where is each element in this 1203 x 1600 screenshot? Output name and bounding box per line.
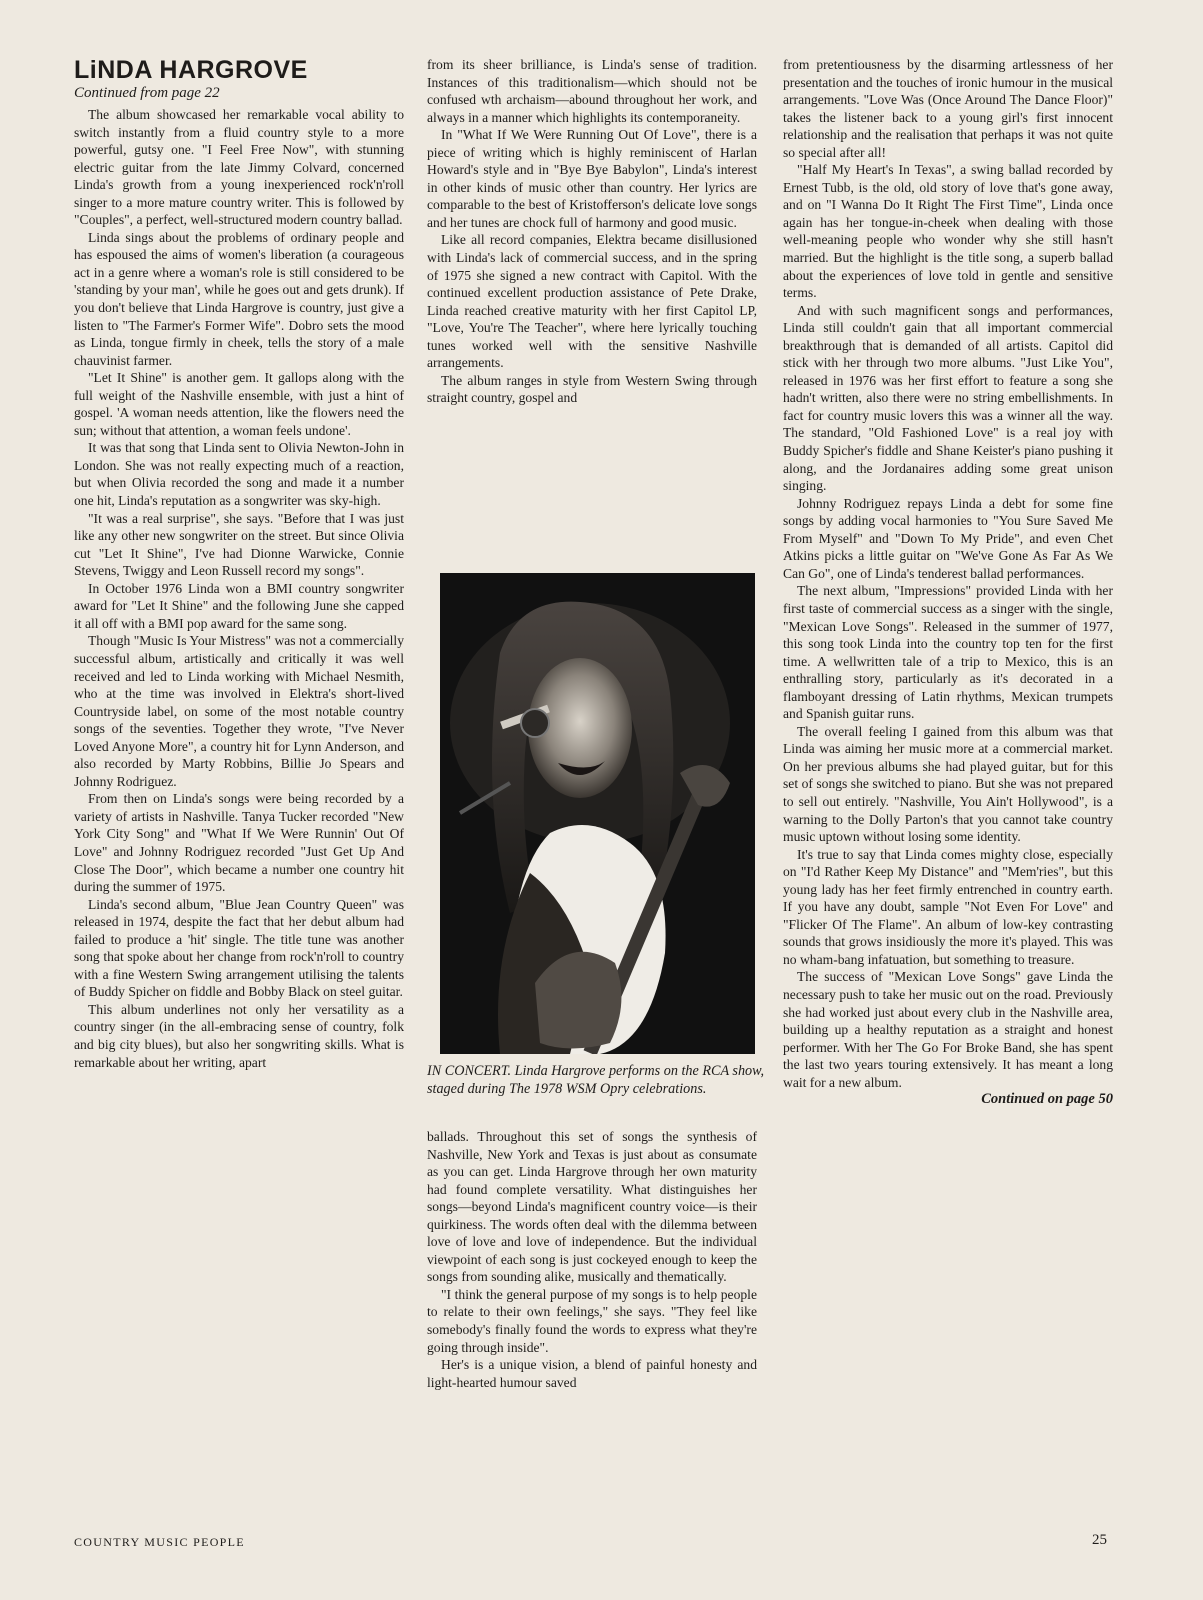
- paragraph: The album showcased her remarkable vocal ability to switch instantly from a fluid country style to a more powerful, gutsy one. "I Feel Free Now", with stunning electric guitar from the late Jimmy Colvard, concerned Linda's growth from a young inexperienced rock'n'roll singer to a more mature country writer. This is followed by "Couples", a perfect, well-structured modern country ballad.: [74, 107, 404, 228]
- photo-caption: IN CONCERT. Linda Hargrove performs on the RCA show, staged during The 1978 WSM Opry celebrations.: [427, 1063, 765, 1097]
- continued-from: Continued from page 22: [74, 85, 220, 101]
- paragraph: Johnny Rodriguez repays Linda a debt for some fine songs by adding vocal harmonies to "You Sure Saved Me From Myself" and "Down To My Pride", and even Chet Atkins picks a little guitar on "We've Gone As Far As We Can Go", one of Linda's tenderest ballad performances.: [783, 495, 1113, 581]
- paragraph: Like all record companies, Elektra became disillusioned with Linda's lack of commercial success, and in the spring of 1975 she signed a new contract with Capitol. With the continued excellent production assistance of Pete Drake, Linda reached creative maturity with her first Capitol LP, "Love, You're The Teacher", where here lyrically touching tunes worked well with the sensitive Nashville arrangements.: [427, 232, 757, 371]
- paragraph: from its sheer brilliance, is Linda's sense of tradition. Instances of this traditionalism—which should not be confused wth archaism—abound throughout her work, and always in a manner which highlights its contemporaneity.: [427, 57, 757, 125]
- paragraph: "I think the general purpose of my songs is to help people to relate to their own feelings," she says. "They feel like somebody's finally found the words to express what they're going through inside".: [427, 1286, 757, 1355]
- paragraph: In October 1976 Linda won a BMI country songwriter award for "Let It Shine" and the following June she capped it all off with a BMI pop award for the same song.: [74, 580, 404, 631]
- column-2-bottom: [427, 1128, 757, 1391]
- paragraph: The next album, "Impressions" provided Linda with her first taste of commercial success as a singer with the single, "Mexican Love Songs". Released in the summer of 1977, this song took Linda into the country top ten for the first time. A wellwritten tale of a trip to Mexico, this is an enthralling story, particularly as it's decorated in a flamboyant dressing of Latin rhythms, Mexican trumpets and Spanish guitar runs.: [783, 583, 1113, 722]
- concert-photo: [440, 573, 755, 1054]
- continued-on: Continued on page 50: [981, 1091, 1113, 1108]
- paragraph: "It was a real surprise", she says. "Before that I was just like any other new songwriter on the street. But since Olivia cut "Let It Shine", I've had Dionne Warwicke, Connie Stevens, Twiggy and Leon Russell record my songs".: [74, 510, 404, 579]
- paragraph: Linda's second album, "Blue Jean Country Queen" was released in 1974, despite the fact that her debut album had failed to produce a 'hit' single. The title tune was another song that spoke about her change from rock'n'roll to country with a fine Western Swing arrangement utilising the talents of Buddy Spicher on fiddle and Bobby Black on steel guitar.: [74, 896, 404, 1000]
- paragraph: It's true to say that Linda comes mighty close, especially on "I'd Rather Keep My Distance" and "Mem'ries", but this young lady has her feet firmly entrenched in country earth. If you have any doubt, sample "Not Even For Love" and "Flicker Of The Flame". An album of low-key contrasting sounds that grows insidiously the more it's played. This was no wham-bang infatuation, but something to treasure.: [783, 846, 1113, 967]
- paragraph: from pretentiousness by the disarming artlessness of her presentation and the touches of ironic humour in the musical arrangements. "Love Was (Once Around The Dance Floor)" takes the listener back to a young girl's first innocent relationship and the realisation that perhaps it was not quite so special after all!: [783, 57, 1113, 160]
- paragraph: ballads. Throughout this set of songs the synthesis of Nashville, New York and Texas is just about as consumate as you can get. Linda Hargrove through her own maturity had found complete versatility. What distinguishes her songs—beyond Linda's magnificent country voice—is their quirkiness. The words often deal with the dilemma between love of love and love of independence. But the individual viewpoint of each song is just cockeyed enough to keep the songs from sounding alike, musically and thematically.: [427, 1129, 757, 1285]
- paragraph: Though "Music Is Your Mistress" was not a commercially successful album, artistically and critically it was well received and led to Linda working with Michael Nesmith, who at the time was involved in Elektra's short-lived Countryside label, on some of the most notable country songs of the seventies. Together they wrote, "I've Never Loved Anyone More", a country hit for Lynn Anderson, and also recorded by Marty Robbins, Billie Jo Spears and Johnny Rodriguez.: [74, 633, 404, 789]
- paragraph: It was that song that Linda sent to Olivia Newton-John in London. She was not really expecting much of a reaction, but when Olivia recorded the song and made it a number one hit, Linda's reputation as a songwriter was sky-high.: [74, 440, 404, 509]
- paragraph: In "What If We Were Running Out Of Love", there is a piece of writing which is highly reminiscent of Harlan Howard's style and in "Bye Bye Babylon", Linda's interest in other kinds of music other than country. Her lyrics are comparable to the best of Kristofferson's delicate love songs and her tunes are chock full of harmony and good music.: [427, 127, 757, 230]
- column-2-top: [427, 56, 757, 407]
- paragraph: The overall feeling I gained from this album was that Linda was aiming her music more at a commercial market. On her previous albums she had played guitar, but for this set of songs she switched to piano. But she was not prepared to sell out entirely. "Nashville, You Ain't Hollywood", is a warning to the Dolly Parton's that you cannot take country music uptown without losing some identity.: [783, 723, 1113, 845]
- magazine-name-footer: COUNTRY MUSIC PEOPLE: [74, 1535, 245, 1549]
- paragraph: Linda sings about the problems of ordinary people and has espoused the aims of women's liberation (a courageous act in a genre where a woman's role is still considered to be 'standing by your man', while he goes out and gets drunk). If you don't believe that Linda Hargrove is country, just give a listen to "The Farmer's Former Wife". Dobro sets the mood as Linda, tongue firmly in cheek, tells the story of a male chauvinist farmer.: [74, 229, 404, 368]
- paragraph: From then on Linda's songs were being recorded by a variety of artists in Nashville. Tanya Tucker recorded "New York City Song" and "What If We Were Runnin' Out Of Love" and Johnny Rodriguez recorded "Just Get Up And Close The Door", which became a number one country hit during the summer of 1975.: [74, 791, 404, 895]
- singer-with-guitar-photo-icon: [440, 573, 755, 1054]
- paragraph: The album ranges in style from Western Swing through straight country, gospel and: [427, 372, 757, 406]
- paragraph: "Let It Shine" is another gem. It gallops along with the full weight of the Nashville ensemble, with just a hint of gospel. 'A woman needs attention, like the flowers need the sun; without that attention, a woman feels undone'.: [74, 370, 404, 438]
- paragraph: And with such magnificent songs and performances, Linda still couldn't gain that all important commercial breakthrough that is demanded of all artists. Capitol did stick with her through two more albums. "Just Like You", released in 1976 was her first effort to feature a song she hadn't written, also there were no string embellishments. In fact for country music lovers this was a winner all the way. The standard, "Old Fashioned Love" is a real joy with Buddy Spicher's fiddle and Shane Keister's piano pushing it along, and the Jordanaires adding some great unison singing.: [783, 302, 1113, 494]
- article-headline: LiNDA HARGROVE: [74, 56, 308, 84]
- page-number: 25: [1092, 1532, 1107, 1548]
- column-3: [783, 56, 1113, 1109]
- paragraph: "Half My Heart's In Texas", a swing ballad recorded by Ernest Tubb, is the old, old story of love that's gone away, and on "I Wanna Do It Right The First Time", Linda once again has her tongue-in-cheek when dealing with those well-meaning people who wonder why she still hasn't married. But the highlight is the title song, a superb ballad about the experiences of love told in gentle and sensitive terms.: [783, 162, 1113, 301]
- paragraph: This album underlines not only her versatility as a country singer (in the all-embracing sense of country, folk and big city blues), but also her songwriting skills. What is remarkable about her writing, apart: [74, 1001, 404, 1070]
- column-1: [74, 56, 404, 1071]
- paragraph: The success of "Mexican Love Songs" gave Linda the necessary push to take her music out on the road. Previously she had worked just about every club in the Nashville area, building up a healthy reputation as a straight and honest performer. With her The Go For Broke Band, she has spent the last two years touring extensively. It has meant a long wait for a new album.: [783, 969, 1113, 1090]
- paragraph: Her's is a unique vision, a blend of painful honesty and light-hearted humour saved: [427, 1357, 757, 1390]
